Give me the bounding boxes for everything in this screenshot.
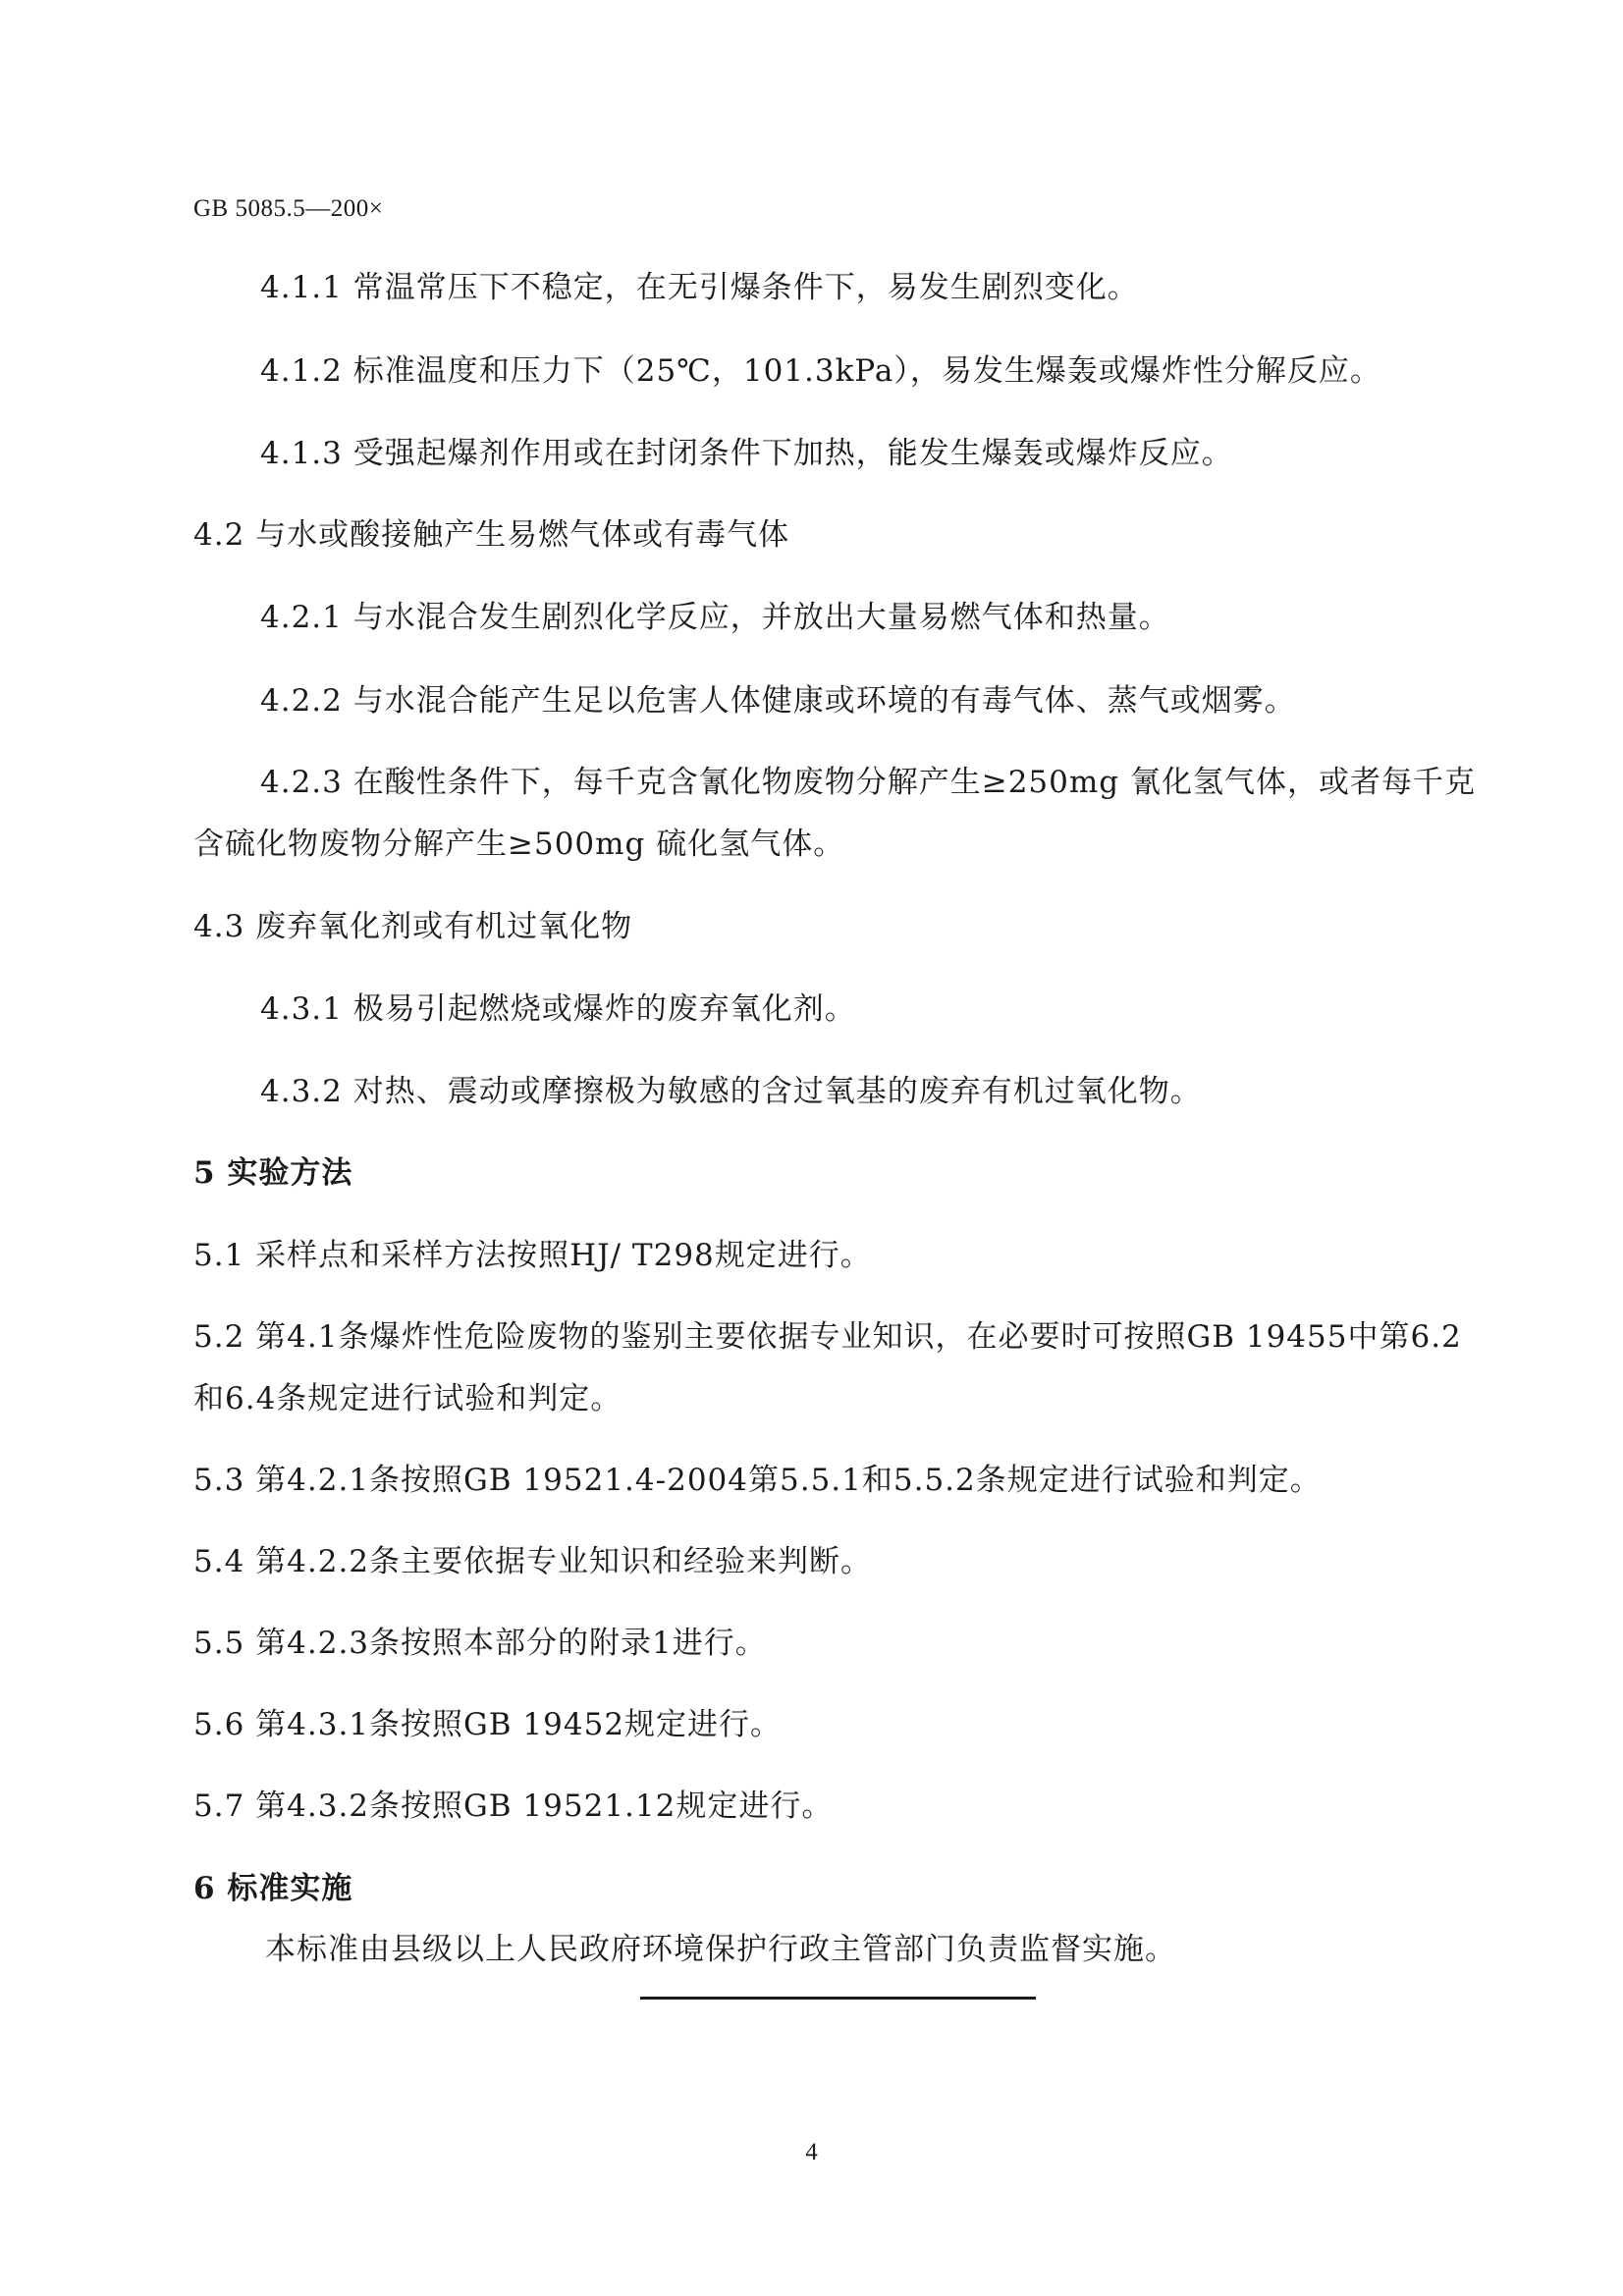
section-4-3-title: 4.3 废弃氧化剂或有机过氧化物 [193, 909, 633, 944]
clause-5-3: 5.3 第4.2.1条按照GB 19521.4-2004第5.5.1和5.5.2条规定进行试验和判定。 [193, 1463, 1322, 1498]
clause-5-1: 5.1 采样点和采样方法按照HJ/ T298规定进行。 [193, 1238, 872, 1273]
section-5-heading: 5 实验方法 [193, 1155, 353, 1191]
clause-6-text: 本标准由县级以上人民政府环境保护行政主管部门负责监督实施。 [265, 1932, 1176, 1967]
clause-5-4: 5.4 第4.2.2条主要依据专业知识和经验来判断。 [193, 1544, 873, 1579]
clause-4-3-1: 4.3.1 极易引起燃烧或爆炸的废弃氧化剂。 [260, 991, 856, 1027]
clause-5-5: 5.5 第4.2.3条按照本部分的附录1进行。 [193, 1626, 767, 1661]
clause-5-7: 5.7 第4.3.2条按照GB 19521.12规定进行。 [193, 1789, 834, 1824]
section-4-2-title: 4.2 与水或酸接触产生易燃气体或有毒气体 [193, 517, 790, 553]
clause-4-2-3-line-1: 4.2.3 在酸性条件下，每千克含氰化物废物分解产生≥250mg 氰化氢气体，或者每千克 [260, 765, 1476, 800]
clause-4-1-3: 4.1.3 受强起爆剂作用或在封闭条件下加热，能发生爆轰或爆炸反应。 [260, 436, 1233, 471]
clause-4-2-2: 4.2.2 与水混合能产生足以危害人体健康或环境的有毒气体、蒸气或烟雾。 [260, 683, 1296, 719]
clause-5-2-line-2: 和6.4条规定进行试验和判定。 [193, 1381, 622, 1416]
section-6-heading: 6 标准实施 [193, 1871, 353, 1906]
clause-4-2-1: 4.2.1 与水混合发生剧烈化学反应，并放出大量易燃气体和热量。 [260, 600, 1170, 635]
page-number: 4 [805, 2139, 818, 2165]
clause-4-2-3-line-2: 含硫化物废物分解产生≥500mg 硫化氢气体。 [193, 827, 845, 862]
document-header: GB 5085.5—200× [193, 195, 384, 222]
clause-5-6: 5.6 第4.3.1条按照GB 19452规定进行。 [193, 1707, 783, 1742]
clause-5-2-line-1: 5.2 第4.1条爆炸性危险废物的鉴别主要依据专业知识，在必要时可按照GB 19455中第6.2 [193, 1319, 1462, 1355]
clause-4-1-1: 4.1.1 常温常压下不稳定，在无引爆条件下，易发生剧烈变化。 [260, 270, 1139, 305]
end-rule [640, 1997, 1036, 2000]
clause-4-1-2: 4.1.2 标准温度和压力下（25℃，101.3kPa），易发生爆轰或爆炸性分解反应。 [260, 353, 1381, 389]
clause-4-3-2: 4.3.2 对热、震动或摩擦极为敏感的含过氧基的废弃有机过氧化物。 [260, 1074, 1202, 1109]
